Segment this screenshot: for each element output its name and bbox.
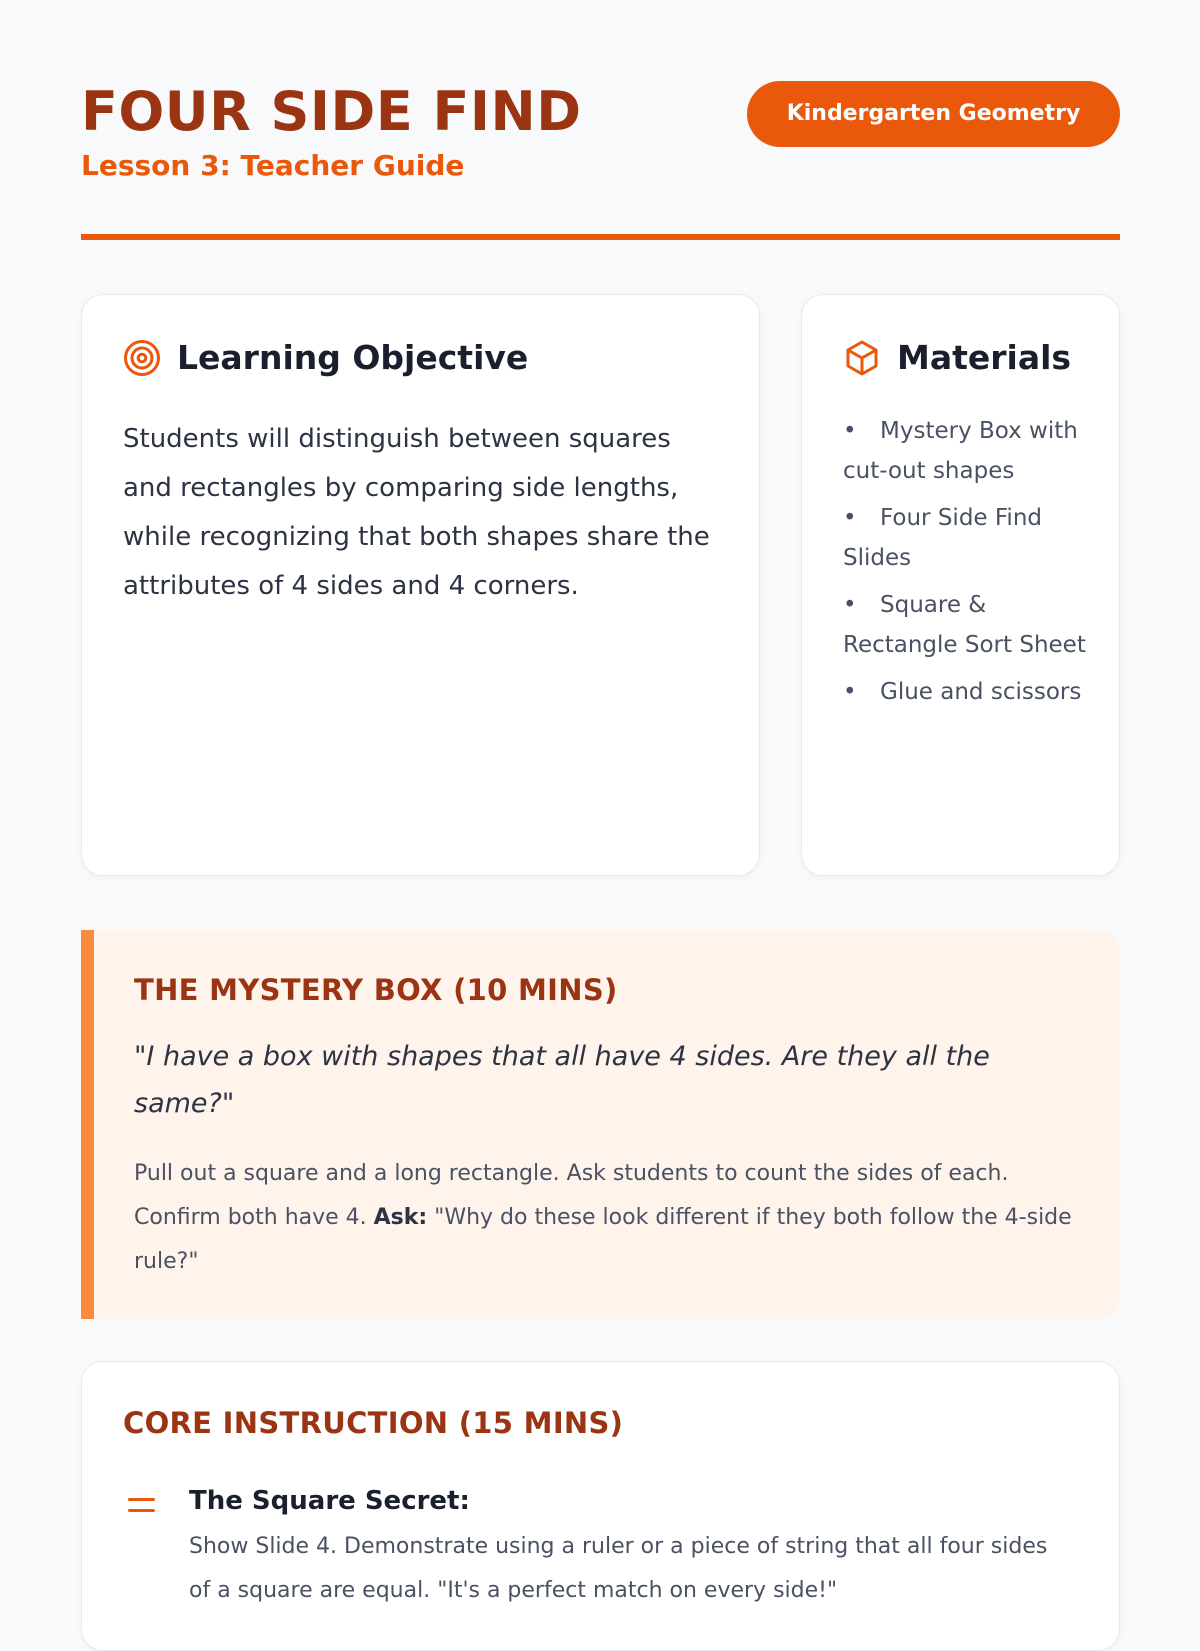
learning-objective-card	[81, 294, 760, 876]
material-label: Four Side Find Slides	[843, 505, 1042, 571]
list-item: • Square & Rectangle Sort Sheet	[843, 592, 1086, 658]
learning-objective-title: Learning Objective	[177, 338, 529, 377]
page-title: FOUR SIDE FIND	[81, 80, 582, 143]
material-label: Square & Rectangle Sort Sheet	[843, 592, 1086, 658]
mystery-box-instructions: Pull out a square and a long rectangle. Ask students to count the sides of each. Confirm both have 4. Ask: "Why do these look different if they both follow the 4-side rule?"	[134, 1161, 1072, 1274]
cube-icon	[843, 339, 881, 377]
materials-title: Materials	[897, 338, 1072, 377]
grade-badge: Kindergarten Geometry	[747, 81, 1120, 147]
equals-icon	[127, 1495, 157, 1517]
core-instruction-title: CORE INSTRUCTION (15 MINS)	[123, 1406, 624, 1440]
materials-list	[843, 411, 1103, 719]
mystery-box-title: THE MYSTERY BOX (10 MINS)	[134, 973, 618, 1007]
list-item: • Glue and scissors	[843, 679, 1082, 705]
mystery-box-section	[81, 930, 1120, 1319]
learning-objective-text: Students will distinguish between squares and rectangles by comparing side lengths, while recognizing that both shapes share the attributes of 4 sides and 4 corners.	[123, 424, 710, 601]
list-item: • Mystery Box with cut-out shapes	[843, 418, 1078, 484]
learning-objective-heading	[123, 338, 528, 378]
ask-label: Ask:	[373, 1205, 428, 1230]
mystery-box-quote: "I have a box with shapes that all have 4 sides. Are they all the same?"	[134, 1041, 990, 1119]
list-item: • Four Side Find Slides	[843, 505, 1042, 571]
materials-card	[801, 294, 1120, 876]
step-title: The Square Secret:	[189, 1486, 470, 1516]
header-divider	[81, 234, 1120, 240]
core-instruction-card	[81, 1361, 1120, 1651]
step-body: Show Slide 4. Demonstrate using a ruler or a piece of string that all four sides of a square are equal. "It's a perfect match on every side!"	[189, 1534, 1048, 1603]
material-label: Glue and scissors	[880, 679, 1082, 705]
materials-heading	[843, 338, 1071, 378]
material-label: Mystery Box with cut-out shapes	[843, 418, 1078, 484]
page-header	[81, 80, 1120, 190]
target-icon	[123, 339, 161, 377]
page-subtitle: Lesson 3: Teacher Guide	[81, 149, 465, 182]
